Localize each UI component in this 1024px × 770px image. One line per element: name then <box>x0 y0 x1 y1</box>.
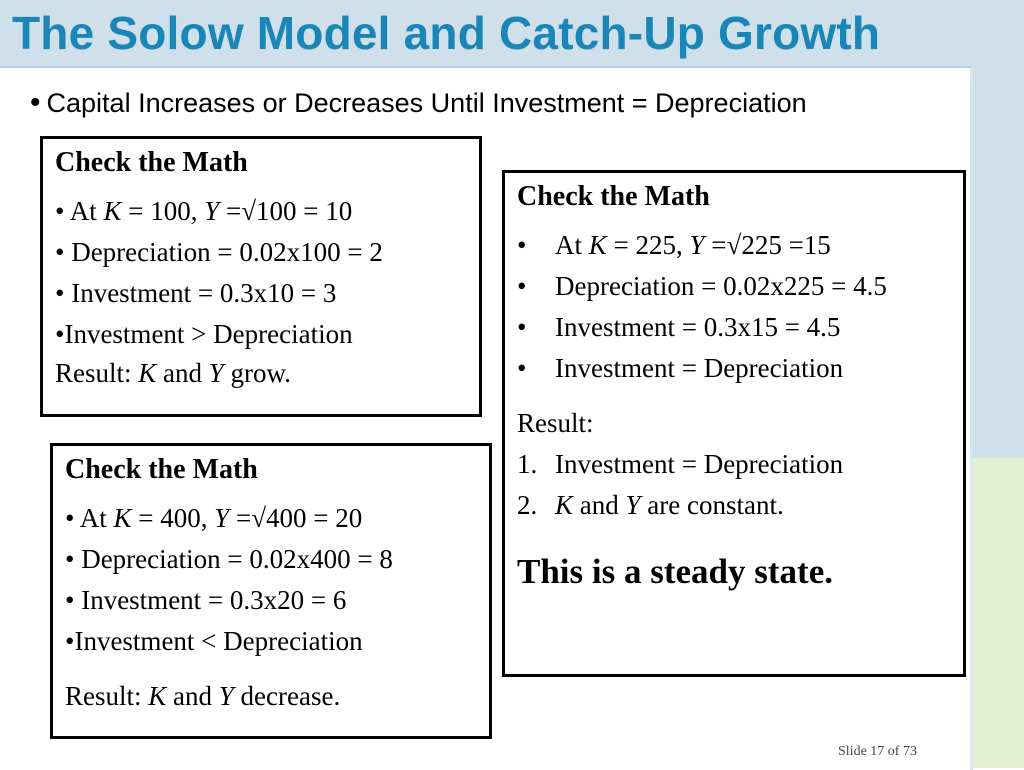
result-item-1: 1. Investment = Depreciation <box>517 449 844 479</box>
output-calculation: • At K = 100, Y =√100 = 10 <box>55 196 353 226</box>
slide-title: The Solow Model and Catch-Up Growth <box>12 7 881 59</box>
result-item-2: 2. K and Y are constant. <box>517 490 784 520</box>
check-math-box-k400 <box>50 443 492 739</box>
result-line: Result: K and Y grow. <box>55 358 292 388</box>
result-label: Result: <box>517 408 594 438</box>
headline-bullet-point <box>30 86 807 120</box>
comparison-line: •Investment < Depreciation <box>65 626 363 656</box>
box-header: Check the Math <box>65 454 258 485</box>
investment-calculation: • Investment = 0.3x10 = 3 <box>55 278 337 308</box>
side-band-blue <box>972 0 1024 458</box>
check-math-box-k225 <box>502 170 966 677</box>
slide-number: Slide 17 of 73 <box>838 744 917 759</box>
bullet-output-calculation: • At K = 225, Y =√225 =15 <box>517 230 831 260</box>
check-math-box-k100 <box>40 136 482 417</box>
output-calculation: • At K = 400, Y =√400 = 20 <box>65 503 363 533</box>
depreciation-calculation: • Depreciation = 0.02x400 = 8 <box>65 544 393 574</box>
box-header: Check the Math <box>55 147 248 178</box>
result-line: Result: K and Y decrease. <box>65 681 341 711</box>
bullet-depreciation-calculation: • Depreciation = 0.02x225 = 4.5 <box>517 271 887 301</box>
comparison-line: •Investment > Depreciation <box>55 319 353 349</box>
bullet-investment-calculation: • Investment = 0.3x15 = 4.5 <box>517 312 841 342</box>
side-band-green <box>972 458 1024 768</box>
depreciation-calculation: • Depreciation = 0.02x100 = 2 <box>55 237 383 267</box>
headline-text: Capital Increases or Decreases Until Investment = Depreciation <box>46 88 807 118</box>
bullet-marker: • <box>30 86 41 119</box>
bullet-comparison: • Investment = Depreciation <box>517 353 844 383</box>
steady-state-statement: This is a steady state. <box>517 552 833 591</box>
investment-calculation: • Investment = 0.3x20 = 6 <box>65 585 347 615</box>
box-header: Check the Math <box>517 181 710 212</box>
